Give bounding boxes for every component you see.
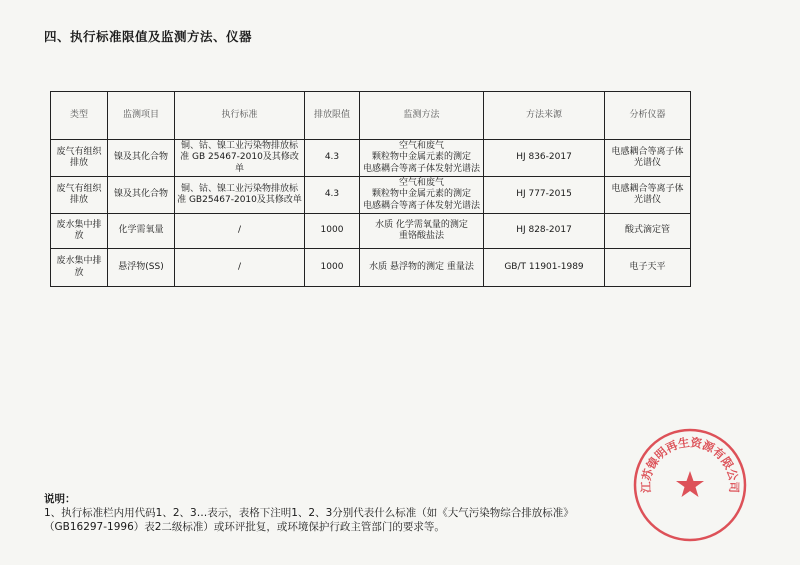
cell-instrument-text: 电感耦合等离子体 光谱仪 — [611, 183, 684, 205]
cell-limit: 4.3 — [305, 140, 360, 177]
cell-method: 水质 悬浮物的测定 重量法 — [360, 249, 484, 287]
cell-method — [360, 140, 484, 177]
cell-instrument: 酸式滴定管 — [605, 214, 691, 249]
table-row — [51, 249, 691, 287]
cell-standard — [175, 177, 305, 214]
notes-block — [44, 492, 584, 534]
cell-type-text: 废气有组织 排放 — [56, 146, 102, 168]
col-header-type: 类型 — [51, 92, 108, 140]
table-row — [51, 140, 691, 177]
seal-text: 江苏镍明再生资源有限公司 — [638, 435, 742, 494]
cell-standard-text: 铜、钴、镍工业污染物排放标 准 GB 25467-2010及其修改单 — [180, 141, 299, 174]
company-seal — [630, 425, 750, 545]
cell-source: HJ 828-2017 — [484, 214, 605, 249]
col-header-instrument: 分析仪器 — [605, 92, 691, 140]
cell-standard — [175, 140, 305, 177]
cell-type — [51, 140, 108, 177]
cell-type-text: 废气有组织 排放 — [56, 183, 102, 205]
cell-method — [360, 177, 484, 214]
col-header-source: 方法来源 — [484, 92, 605, 140]
cell-type — [51, 177, 108, 214]
col-header-standard: 执行标准 — [175, 92, 305, 140]
cell-source: HJ 777-2015 — [484, 177, 605, 214]
notes-body: 1、执行标准栏内用代码1、2、3…表示，表格下注明1、2、3分别代表什么标准（如《大气污染物综合排放标准》（GB16297-1996）表2二级标准）或环评批复，或环境保护行政主管部门的要求等。 — [44, 507, 574, 533]
cell-source: HJ 836-2017 — [484, 140, 605, 177]
cell-instrument — [605, 140, 691, 177]
cell-method-text: 水质 化学需氧量的测定 重铬酸盐法 — [375, 219, 468, 241]
cell-limit: 4.3 — [305, 177, 360, 214]
cell-method-text: 空气和废气 颗粒物中金属元素的测定 电感耦合等离子体发射光谱法 — [362, 141, 480, 174]
cell-standard-text: 铜、钴、镍工业污染物排放标 准 GB25467-2010及其修改单 — [177, 183, 302, 205]
cell-item: 镍及其化合物 — [108, 177, 175, 214]
cell-instrument: 电子天平 — [605, 249, 691, 287]
cell-item: 化学需氧量 — [108, 214, 175, 249]
standards-table — [50, 91, 691, 287]
cell-source: GB/T 11901-1989 — [484, 249, 605, 287]
table-row — [51, 214, 691, 249]
cell-type-text: 废水集中排 放 — [56, 219, 102, 241]
cell-standard: / — [175, 249, 305, 287]
cell-item: 悬浮物(SS) — [108, 249, 175, 287]
cell-item: 镍及其化合物 — [108, 140, 175, 177]
star-icon — [676, 471, 704, 497]
col-header-item: 监测项目 — [108, 92, 175, 140]
cell-type — [51, 214, 108, 249]
col-header-method: 监测方法 — [360, 92, 484, 140]
cell-type — [51, 249, 108, 287]
cell-method — [360, 214, 484, 249]
notes-title: 说明： — [44, 493, 76, 505]
cell-limit: 1000 — [305, 249, 360, 287]
cell-limit: 1000 — [305, 214, 360, 249]
cell-method-text: 空气和废气 颗粒物中金属元素的测定 电感耦合等离子体发射光谱法 — [362, 178, 480, 211]
table-header-row — [51, 92, 691, 140]
cell-standard: / — [175, 214, 305, 249]
cell-type-text: 废水集中排 放 — [56, 256, 102, 278]
section-heading: 四、执行标准限值及监测方法、仪器 — [44, 29, 253, 44]
col-header-limit: 排放限值 — [305, 92, 360, 140]
table-row — [51, 177, 691, 214]
cell-instrument — [605, 177, 691, 214]
cell-instrument-text: 电感耦合等离子体 光谱仪 — [611, 146, 684, 168]
